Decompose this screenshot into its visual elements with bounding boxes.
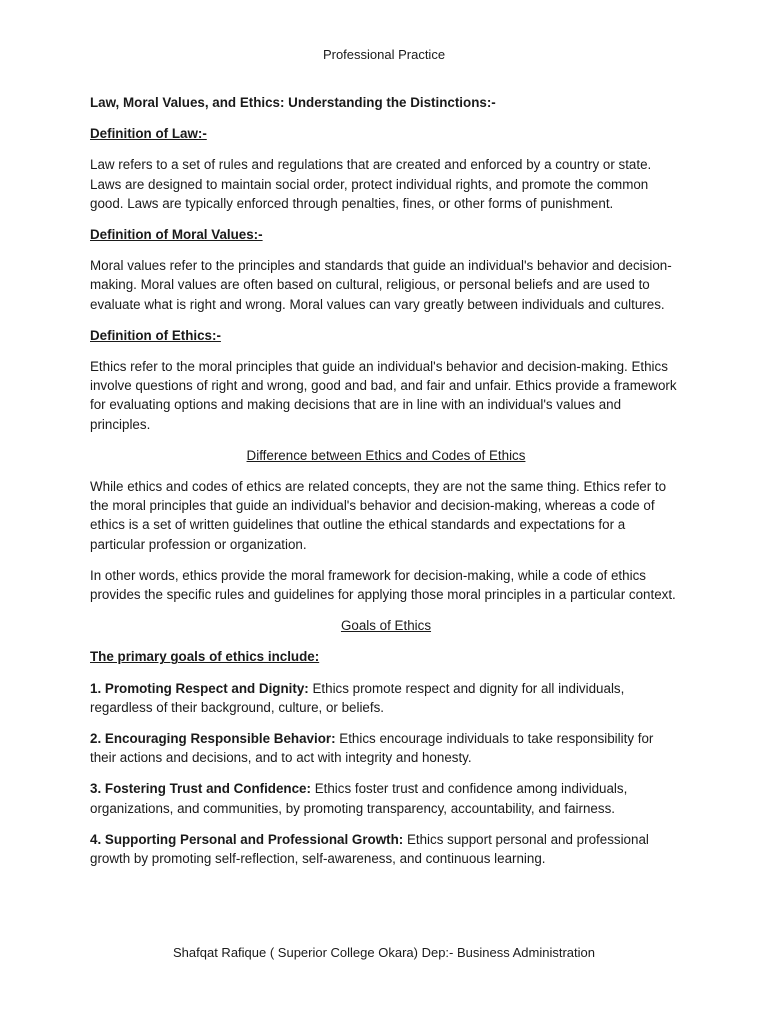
goals-heading: Goals of Ethics	[340, 618, 432, 634]
difference-heading: Difference between Ethics and Codes of Ethics	[246, 447, 526, 463]
goal-item-label: 3. Fostering Trust and Confidence:	[90, 781, 311, 797]
page-footer: Shafqat Rafique ( Superior College Okara) Dep:- Business Administration	[173, 945, 595, 960]
goal-item-label: 1. Promoting Respect and Dignity:	[90, 680, 309, 696]
difference-paragraph-1: While ethics and codes of ethics are related concepts, they are not the same thing. Ethics refer to the moral principles that guide an individual's behavior and decision-making, whereas a code of ethics is a set of written guidelines that outline the ethical standards and expectations for a particular profession or organization.	[90, 479, 667, 552]
document-body	[90, 93, 682, 880]
difference-paragraph-2: In other words, ethics provide the moral framework for decision-making, while a code of ethics provides the specific rules and guidelines for applying those moral principles in a particular context.	[90, 567, 676, 603]
ethics-paragraph: Ethics refer to the moral principles that guide an individual's behavior and decision-making. Ethics involve questions of right and wrong, good and bad, and fair and unfair. Ethics provide a framework for evaluating options and making decisions that are in line with an individual's values and principles.	[90, 359, 677, 432]
goal-item-text: Ethics support personal and professional growth by promoting self-reflection, self-awareness, and continuous learning.	[90, 831, 649, 867]
goal-item-4	[90, 830, 682, 868]
goal-item-text: Ethics foster trust and confidence among individuals, organizations, and communities, by promoting transparency, accountability, and fairness.	[90, 781, 628, 816]
goal-item-text: Ethics promote respect and dignity for all individuals, regardless of their background, culture, or beliefs.	[90, 680, 625, 715]
ethics-heading: Definition of Ethics:-	[90, 327, 221, 343]
goal-item-3	[90, 779, 682, 817]
goal-item-text: Ethics encourage individuals to take responsibility for their actions and decisions, and to act with integrity and honesty.	[90, 731, 654, 766]
goals-intro: The primary goals of ethics include:	[90, 649, 320, 665]
document-title: Law, Moral Values, and Ethics: Understanding the Distinctions:-	[90, 95, 496, 110]
goal-item-2	[90, 729, 682, 767]
goal-item-label: 2. Encouraging Responsible Behavior:	[90, 731, 336, 747]
moral-values-heading: Definition of Moral Values:-	[90, 227, 263, 243]
page-header: Professional Practice	[322, 47, 446, 62]
law-paragraph: Law refers to a set of rules and regulations that are created and enforced by a country or state. Laws are designed to maintain social order, protect individual rights, and promote the common good. Laws are typically enforced through penalties, fines, or other forms of punishment.	[90, 157, 652, 211]
moral-values-paragraph: Moral values refer to the principles and standards that guide an individual's behavior and decision-making. Moral values are often based on cultural, religious, or personal beliefs and are used to evaluate what is right and wrong. Moral values can vary greatly between individuals and cultures.	[90, 258, 672, 312]
goal-item-1	[90, 679, 682, 717]
law-heading: Definition of Law:-	[90, 126, 207, 142]
goal-item-label: 4. Supporting Personal and Professional Growth:	[90, 831, 404, 847]
